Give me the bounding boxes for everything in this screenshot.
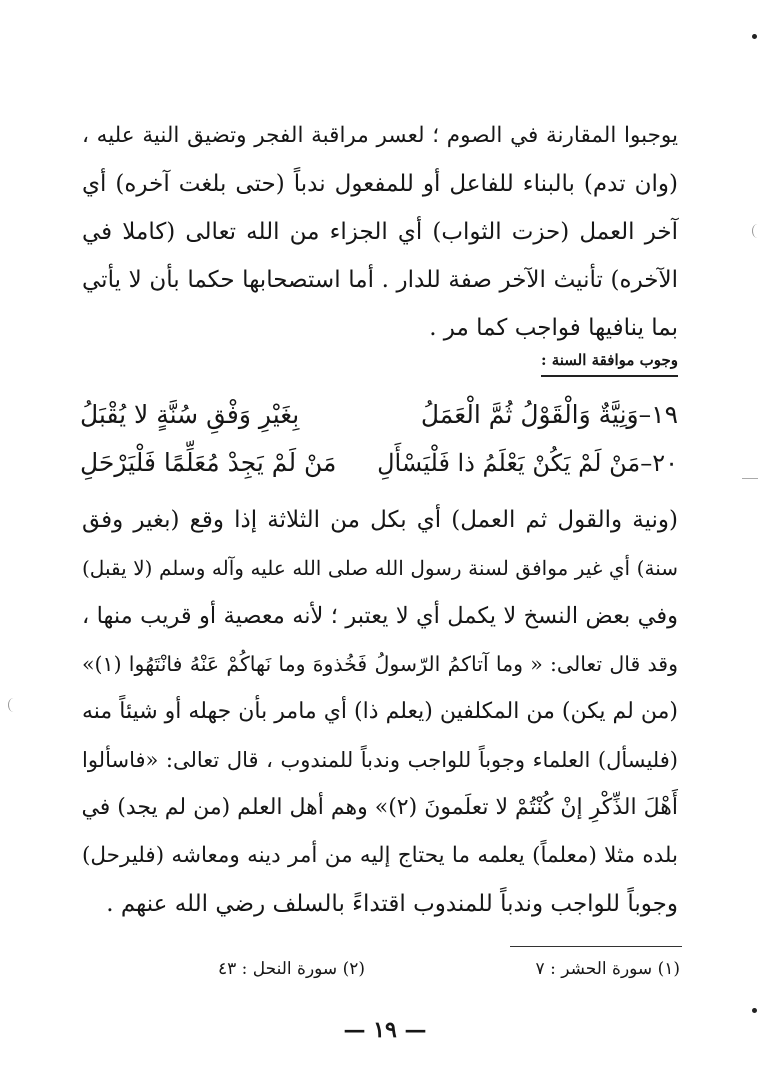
verse-second-hemistich: مَنْ لَمْ يَجِدْ مُعَلِّمًا فَلْيَرْحَلِ bbox=[80, 448, 337, 477]
scan-speck bbox=[752, 34, 757, 39]
verse-19 bbox=[80, 392, 678, 438]
text-line: (ونية والقول ثم العمل) أي بكل من الثلاثة إذا وقع (بغير وفق bbox=[82, 507, 678, 533]
commentary-paragraph-2 bbox=[82, 496, 678, 928]
verse-20 bbox=[80, 440, 678, 486]
verse-first-hemistich: ١٩–وَنِيَّةٌ وَالْقَوْلُ ثُمَّ الْعَمَلُ bbox=[420, 400, 678, 429]
scan-mark bbox=[742, 478, 758, 479]
text-line: بلده مثلا (معلماً) يعلمه ما يحتاج إليه من أمر دينه ومعاشه (فليرحل) bbox=[82, 843, 678, 868]
section-heading: وجوب موافقة السنة : bbox=[541, 346, 678, 377]
scan-mark bbox=[8, 698, 19, 712]
footnote-2: (٢) سورة النحل : ٤٣ bbox=[217, 959, 365, 979]
text-line: وقد قال تعالى: « وما آتاكمُ الرّسولُ فَخُذوهَ وما نَهاكُمْ عَنْهُ فانْتَهُوا (١)» bbox=[82, 652, 678, 676]
text-line: سنة) أي غير موافق لسنة رسول الله صلى الله عليه وآله وسلم (لا يقبل) bbox=[82, 556, 678, 580]
verse-second-hemistich: بِغَيْرِ وَفْقِ سُنَّةٍ لا يُقْبَلُ bbox=[80, 400, 300, 429]
footnote-divider bbox=[510, 946, 682, 947]
scan-mark bbox=[752, 224, 760, 238]
commentary-paragraph-1 bbox=[82, 112, 678, 352]
verse-first-hemistich: ٢٠–مَنْ لَمْ يَكُنْ يَعْلَمُ ذا فَلْيَسْأَلِ bbox=[377, 449, 678, 477]
text-line: يوجبوا المقارنة في الصوم ؛ لعسر مراقبة الفجر وتضيق النية عليه ، bbox=[82, 123, 678, 148]
text-line: آخر العمل (حزت الثواب) أي الجزاء من الله تعالى (كاملا في bbox=[82, 219, 678, 245]
text-line: بما ينافيها فواجب كما مر . bbox=[429, 315, 678, 341]
text-line: (وان تدم) بالبناء للفاعل أو للمفعول ندباً (حتى بلغت آخره) أي bbox=[82, 171, 678, 197]
text-line: أَهْلَ الذِّكْرِ إنْ كُنْتُمْ لا تعلَمونَ (٢)» وهم أهل العلم (من لم يجد) في bbox=[81, 795, 678, 820]
page-number: — ١٩ — bbox=[343, 1017, 427, 1043]
footnote-1: (١) سورة الحشر : ٧ bbox=[535, 959, 680, 979]
text-line: وجوباً للواجب وندباً للمندوب اقتداءً بالسلف رضي الله عنهم . bbox=[106, 891, 678, 917]
text-line: الآخره) تأنيث الآخر صفة للدار . أما استصحابها حكما بأن لا يأتي bbox=[82, 267, 678, 293]
text-line: وفي بعض النسخ لا يكمل أي لا يعتبر ؛ لأنه معصية أو قريب منها ، bbox=[82, 603, 678, 629]
text-line: (فليسأل) العلماء وجوباً للواجب وندباً للمندوب ، قال تعالى: «فاسألوا bbox=[82, 748, 678, 772]
scan-speck bbox=[752, 1008, 757, 1013]
text-line: (من لم يكن) من المكلفين (يعلم ذا) أي مامر بأن جهله أو شيئاً منه bbox=[82, 699, 678, 724]
